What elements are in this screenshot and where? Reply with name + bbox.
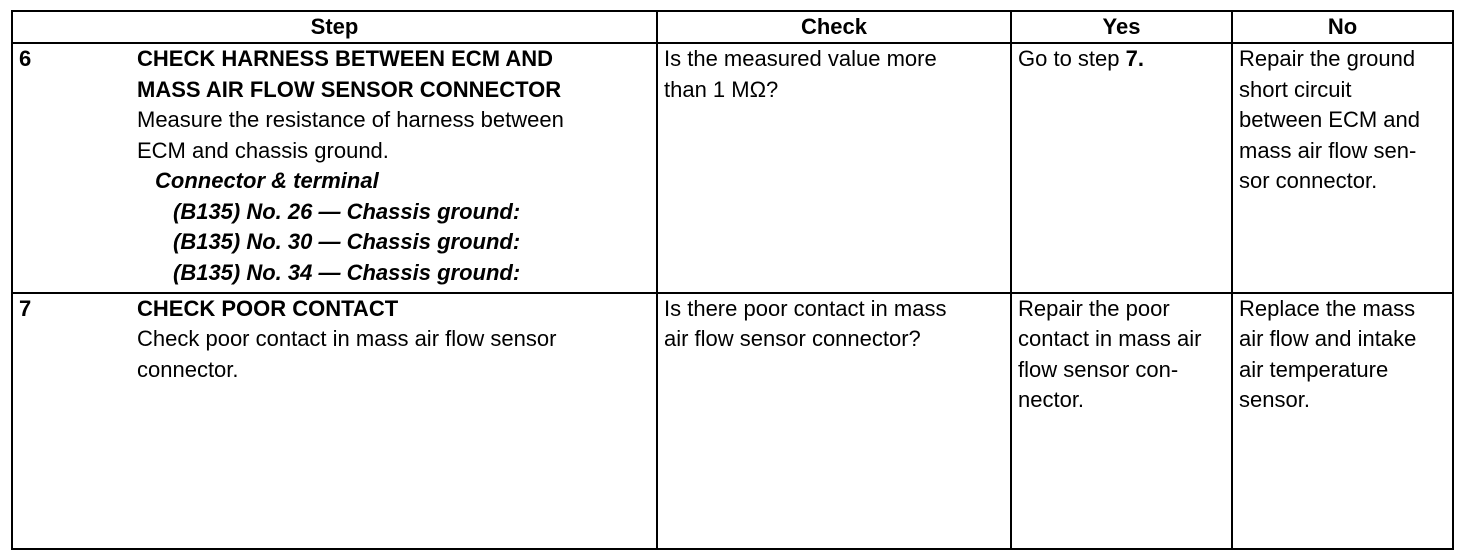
step-body <box>137 294 650 386</box>
step-description-line: connector. <box>137 356 239 382</box>
connector-line: (B135) No. 34 — Chassis ground: <box>173 259 521 285</box>
no-line: between ECM and <box>1239 107 1420 132</box>
step-number: 6 <box>19 46 32 71</box>
step-number: 7 <box>19 295 32 321</box>
yes-line: contact in mass air <box>1018 326 1202 352</box>
header-yes: Yes <box>1011 11 1232 43</box>
check-cell <box>657 293 1011 549</box>
step-body <box>137 44 650 288</box>
step-description-line: Check poor contact in mass air flow sensor <box>137 326 557 352</box>
no-line: Repair the ground <box>1239 46 1416 71</box>
yes-text <box>1018 44 1225 75</box>
connector-line: (B135) No. 30 — Chassis ground: <box>173 229 521 254</box>
no-line: short circuit <box>1239 76 1352 102</box>
connector-line: (B135) No. 26 — Chassis ground: <box>173 198 521 224</box>
no-cell <box>1232 43 1453 293</box>
no-line: air flow and intake <box>1239 326 1417 352</box>
step-title-line: CHECK HARNESS BETWEEN ECM AND <box>137 46 553 71</box>
step-title-line: MASS AIR FLOW SENSOR CONNECTOR <box>137 76 562 102</box>
yes-line: flow sensor con- <box>1018 356 1179 382</box>
diagnostic-table <box>11 10 1454 550</box>
check-line: Is there poor contact in mass <box>664 295 947 321</box>
step-cell <box>12 293 657 549</box>
check-line: air flow sensor connector? <box>664 326 921 352</box>
check-cell <box>657 43 1011 293</box>
no-line: mass air flow sen- <box>1239 137 1417 163</box>
step-description-line: ECM and chassis ground. <box>137 137 389 163</box>
table-row-step-6 <box>12 43 1453 293</box>
step-description-line: Measure the resistance of harness between <box>137 107 564 132</box>
check-line: Is the measured value more <box>664 46 937 71</box>
yes-step-ref: 7. <box>1125 46 1144 71</box>
header-step: Step <box>12 11 657 43</box>
connector-title: Connector & terminal <box>155 168 379 193</box>
header-row <box>12 11 1453 43</box>
yes-prefix: Go to step <box>1018 46 1126 71</box>
yes-cell <box>1011 43 1232 293</box>
no-line: Replace the mass <box>1239 295 1416 321</box>
yes-line: nector. <box>1018 387 1085 413</box>
no-cell <box>1232 293 1453 549</box>
no-line: sensor. <box>1239 387 1310 413</box>
yes-line: Repair the poor <box>1018 295 1170 321</box>
header-check: Check <box>657 11 1011 43</box>
step-title-line: CHECK POOR CONTACT <box>137 295 399 321</box>
step-cell <box>12 43 657 293</box>
no-line: air temperature <box>1239 356 1389 382</box>
no-line: sor connector. <box>1239 168 1378 193</box>
yes-cell <box>1011 293 1232 549</box>
check-line: than 1 MΩ? <box>664 76 779 102</box>
header-no: No <box>1232 11 1453 43</box>
table-row-step-7 <box>12 293 1453 549</box>
